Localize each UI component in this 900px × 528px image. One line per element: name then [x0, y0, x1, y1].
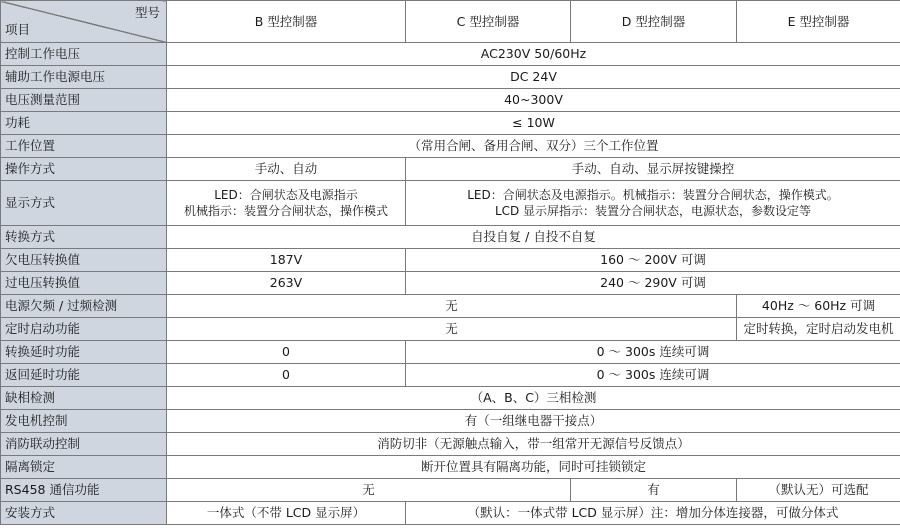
- corner-cell: [1, 1, 167, 43]
- display-cde-line2: LCD 显示屏指示：装置分合闸状态，电源状态，参数设定等: [494, 204, 812, 218]
- row-label: 辅助工作电源电压: [1, 66, 167, 89]
- row-label: 发电机控制: [1, 410, 167, 433]
- row-label: 电压测量范围: [1, 89, 167, 112]
- cell-value-b: [167, 181, 406, 226]
- cell-value: 自投自复 / 自投不自复: [167, 226, 900, 249]
- table-row: [1, 456, 900, 479]
- row-label: 返回延时功能: [1, 364, 167, 387]
- cell-value-cde: 160 ～ 200V 可调: [406, 249, 900, 272]
- table-row: [1, 66, 900, 89]
- cell-value: 有（一组继电器干接点）: [167, 410, 900, 433]
- cell-value-e: 定时转换，定时启动发电机: [737, 318, 900, 341]
- cell-value-cde: 0 ～ 300s 连续可调: [406, 341, 900, 364]
- cell-value-b: 263V: [167, 272, 406, 295]
- row-label: 缺相检测: [1, 387, 167, 410]
- table-row: [1, 479, 900, 502]
- cell-value: AC230V 50/60Hz: [167, 43, 900, 66]
- table-row: [1, 387, 900, 410]
- cell-value: （A、B、C）三相检测: [167, 387, 900, 410]
- cell-value-b: 187V: [167, 249, 406, 272]
- cell-value-cde: （默认：一体式带 LCD 显示屏）注：增加分体连接器，可做分体式: [406, 502, 900, 525]
- table-row: [1, 226, 900, 249]
- cell-value: 40~300V: [167, 89, 900, 112]
- cell-value-e: （默认无）可选配: [737, 479, 900, 502]
- row-label: 显示方式: [1, 181, 167, 226]
- table-row: [1, 158, 900, 181]
- model-d-header: D 型控制器: [571, 1, 737, 43]
- model-b-header: B 型控制器: [167, 1, 406, 43]
- row-label: 转换延时功能: [1, 341, 167, 364]
- cell-value-bcd: 无: [167, 295, 737, 318]
- table-row: [1, 135, 900, 158]
- cell-value: ≤ 10W: [167, 112, 900, 135]
- cell-value: 消防切非（无源触点输入，带一组常开无源信号反馈点）: [167, 433, 900, 456]
- cell-value-cde: [406, 181, 900, 226]
- row-label: 隔离锁定: [1, 456, 167, 479]
- cell-value-bcd: 无: [167, 318, 737, 341]
- table-row: [1, 43, 900, 66]
- row-label: 过电压转换值: [1, 272, 167, 295]
- row-label: 工作位置: [1, 135, 167, 158]
- row-label: 转换方式: [1, 226, 167, 249]
- row-label: 消防联动控制: [1, 433, 167, 456]
- row-label: 安装方式: [1, 502, 167, 525]
- table-row: [1, 112, 900, 135]
- display-b-line2: 机械指示：装置分合闸状态，操作模式: [183, 204, 388, 218]
- model-c-header: C 型控制器: [406, 1, 571, 43]
- cell-value-b: 一体式（不带 LCD 显示屏）: [167, 502, 406, 525]
- corner-model-label: 型号: [134, 5, 160, 20]
- table-row: [1, 341, 900, 364]
- cell-value-e: 40Hz ～ 60Hz 可调: [737, 295, 900, 318]
- cell-value-cde: 0 ～ 300s 连续可调: [406, 364, 900, 387]
- row-label: 定时启动功能: [1, 318, 167, 341]
- table-row: [1, 502, 900, 525]
- row-label: 控制工作电压: [1, 43, 167, 66]
- header-row: [1, 1, 900, 43]
- display-b-line1: LED：合闸状态及电源指示: [214, 188, 358, 202]
- cell-value-b: 0: [167, 364, 406, 387]
- cell-value-bc: 无: [167, 479, 571, 502]
- table-row: [1, 89, 900, 112]
- display-cde-line1: LED：合闸状态及电源指示。机械指示：装置分合闸状态，操作模式。: [467, 188, 839, 202]
- cell-value-d: 有: [571, 479, 737, 502]
- cell-value: DC 24V: [167, 66, 900, 89]
- table-row: [1, 295, 900, 318]
- cell-value-cde: 240 ～ 290V 可调: [406, 272, 900, 295]
- table-row: [1, 433, 900, 456]
- cell-value-cde: 手动、自动、显示屏按键操控: [406, 158, 900, 181]
- row-label: RS458 通信功能: [1, 479, 167, 502]
- row-label: 欠电压转换值: [1, 249, 167, 272]
- cell-value: 断开位置具有隔离功能，同时可挂锁锁定: [167, 456, 900, 479]
- table-row: [1, 181, 900, 226]
- row-label: 电源欠频 / 过频检测: [1, 295, 167, 318]
- table-row: [1, 249, 900, 272]
- cell-value-b: 手动、自动: [167, 158, 406, 181]
- corner-item-label: 项目: [5, 22, 31, 37]
- table-row: [1, 410, 900, 433]
- model-e-header: E 型控制器: [737, 1, 900, 43]
- table-row: [1, 364, 900, 387]
- table-row: [1, 318, 900, 341]
- row-label: 功耗: [1, 112, 167, 135]
- cell-value: （常用合闸、备用合闸、双分）三个工作位置: [167, 135, 900, 158]
- cell-value-b: 0: [167, 341, 406, 364]
- row-label: 操作方式: [1, 158, 167, 181]
- table-row: [1, 272, 900, 295]
